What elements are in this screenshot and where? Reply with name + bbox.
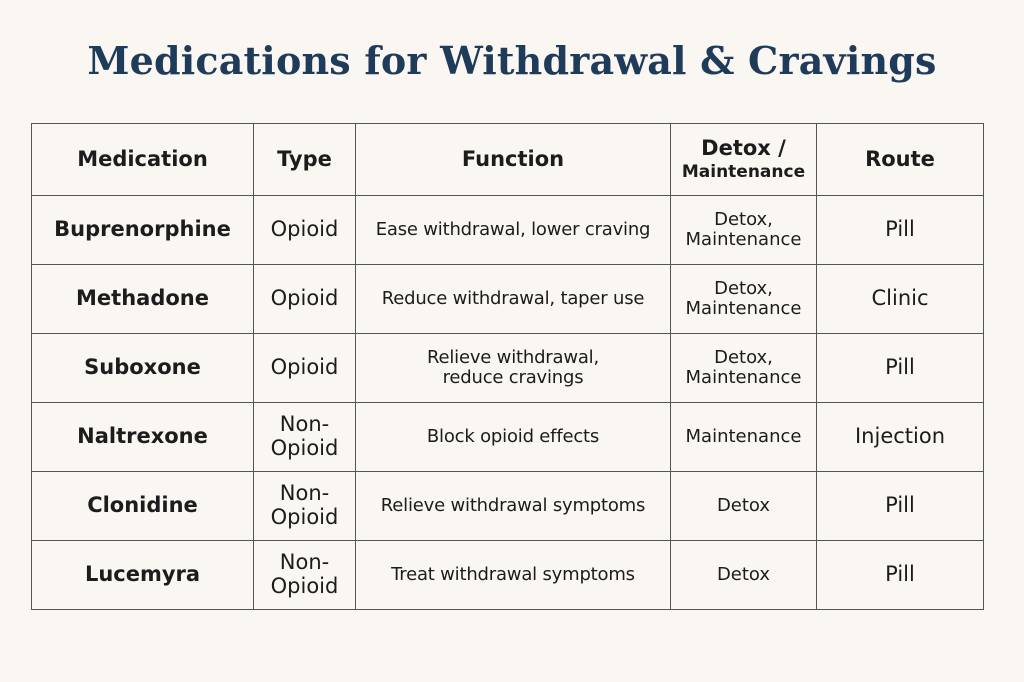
- table-row: [32, 265, 984, 334]
- type-line-1: Opioid: [270, 286, 339, 311]
- route-cell: Pill: [817, 541, 984, 610]
- type-cell: [254, 541, 356, 610]
- column-header-function: Function: [356, 124, 671, 196]
- route-cell: Pill: [817, 472, 984, 541]
- page-title: Medications for Withdrawal & Cravings: [87, 38, 937, 83]
- function-cell: [356, 541, 671, 610]
- function-cell: [356, 403, 671, 472]
- route-cell: Clinic: [817, 265, 984, 334]
- function-cell: [356, 472, 671, 541]
- type-cell: [254, 196, 356, 265]
- medication-name-cell: Suboxone: [32, 334, 254, 403]
- function-cell: [356, 334, 671, 403]
- table-row: [32, 334, 984, 403]
- column-header-medication: Medication: [32, 124, 254, 196]
- table-row: [32, 196, 984, 265]
- phase-cell: [671, 334, 817, 403]
- column-header-phase: [671, 124, 817, 196]
- column-header-phase-line1: Detox /: [701, 136, 786, 161]
- phase-cell: [671, 403, 817, 472]
- type-line-1: Opioid: [270, 217, 339, 242]
- phase-line-2: Maintenance: [685, 367, 802, 388]
- function-line-1: Ease withdrawal, lower craving: [375, 218, 651, 240]
- phase-line-2: Maintenance: [685, 298, 802, 319]
- table-row: [32, 541, 984, 610]
- phase-cell: [671, 541, 817, 610]
- table-body: [32, 196, 984, 610]
- medications-table: [31, 123, 984, 610]
- table-row: [32, 472, 984, 541]
- phase-cell: [671, 265, 817, 334]
- function-line-1: Treat withdrawal symptoms: [391, 563, 635, 585]
- phase-line-2: Maintenance: [685, 229, 802, 250]
- phase-line-1: Detox: [716, 563, 771, 585]
- medication-name-cell: Buprenorphine: [32, 196, 254, 265]
- type-line-1: Opioid: [270, 355, 339, 380]
- type-line-2: Opioid: [270, 574, 339, 598]
- type-line-2: Opioid: [270, 505, 339, 529]
- phase-line-1: Detox,: [714, 346, 773, 368]
- phase-line-1: Detox,: [714, 208, 773, 230]
- phase-cell: [671, 472, 817, 541]
- column-header-type: Type: [254, 124, 356, 196]
- function-line-1: Reduce withdrawal, taper use: [381, 287, 645, 309]
- medication-name-cell: Lucemyra: [32, 541, 254, 610]
- table-row: [32, 403, 984, 472]
- function-cell: [356, 265, 671, 334]
- function-line-1: Relieve withdrawal,: [426, 346, 600, 368]
- function-line-2: reduce cravings: [442, 367, 584, 388]
- type-cell: [254, 334, 356, 403]
- route-cell: Injection: [817, 403, 984, 472]
- type-cell: [254, 265, 356, 334]
- phase-cell: [671, 196, 817, 265]
- type-cell: [254, 403, 356, 472]
- type-line-1: Non-: [279, 550, 330, 575]
- medication-name-cell: Clonidine: [32, 472, 254, 541]
- type-cell: [254, 472, 356, 541]
- column-header-phase-line2: Maintenance: [681, 161, 806, 182]
- table-header-row: [32, 124, 984, 196]
- function-line-1: Relieve withdrawal symptoms: [380, 494, 646, 516]
- phase-line-1: Detox,: [714, 277, 773, 299]
- function-line-1: Block opioid effects: [426, 425, 600, 447]
- type-line-1: Non-: [279, 481, 330, 506]
- medication-name-cell: Methadone: [32, 265, 254, 334]
- type-line-2: Opioid: [270, 436, 339, 460]
- route-cell: Pill: [817, 196, 984, 265]
- phase-line-1: Detox: [716, 494, 771, 516]
- medication-name-cell: Naltrexone: [32, 403, 254, 472]
- route-cell: Pill: [817, 334, 984, 403]
- column-header-route: Route: [817, 124, 984, 196]
- function-cell: [356, 196, 671, 265]
- type-line-1: Non-: [279, 412, 330, 437]
- phase-line-1: Maintenance: [685, 425, 802, 447]
